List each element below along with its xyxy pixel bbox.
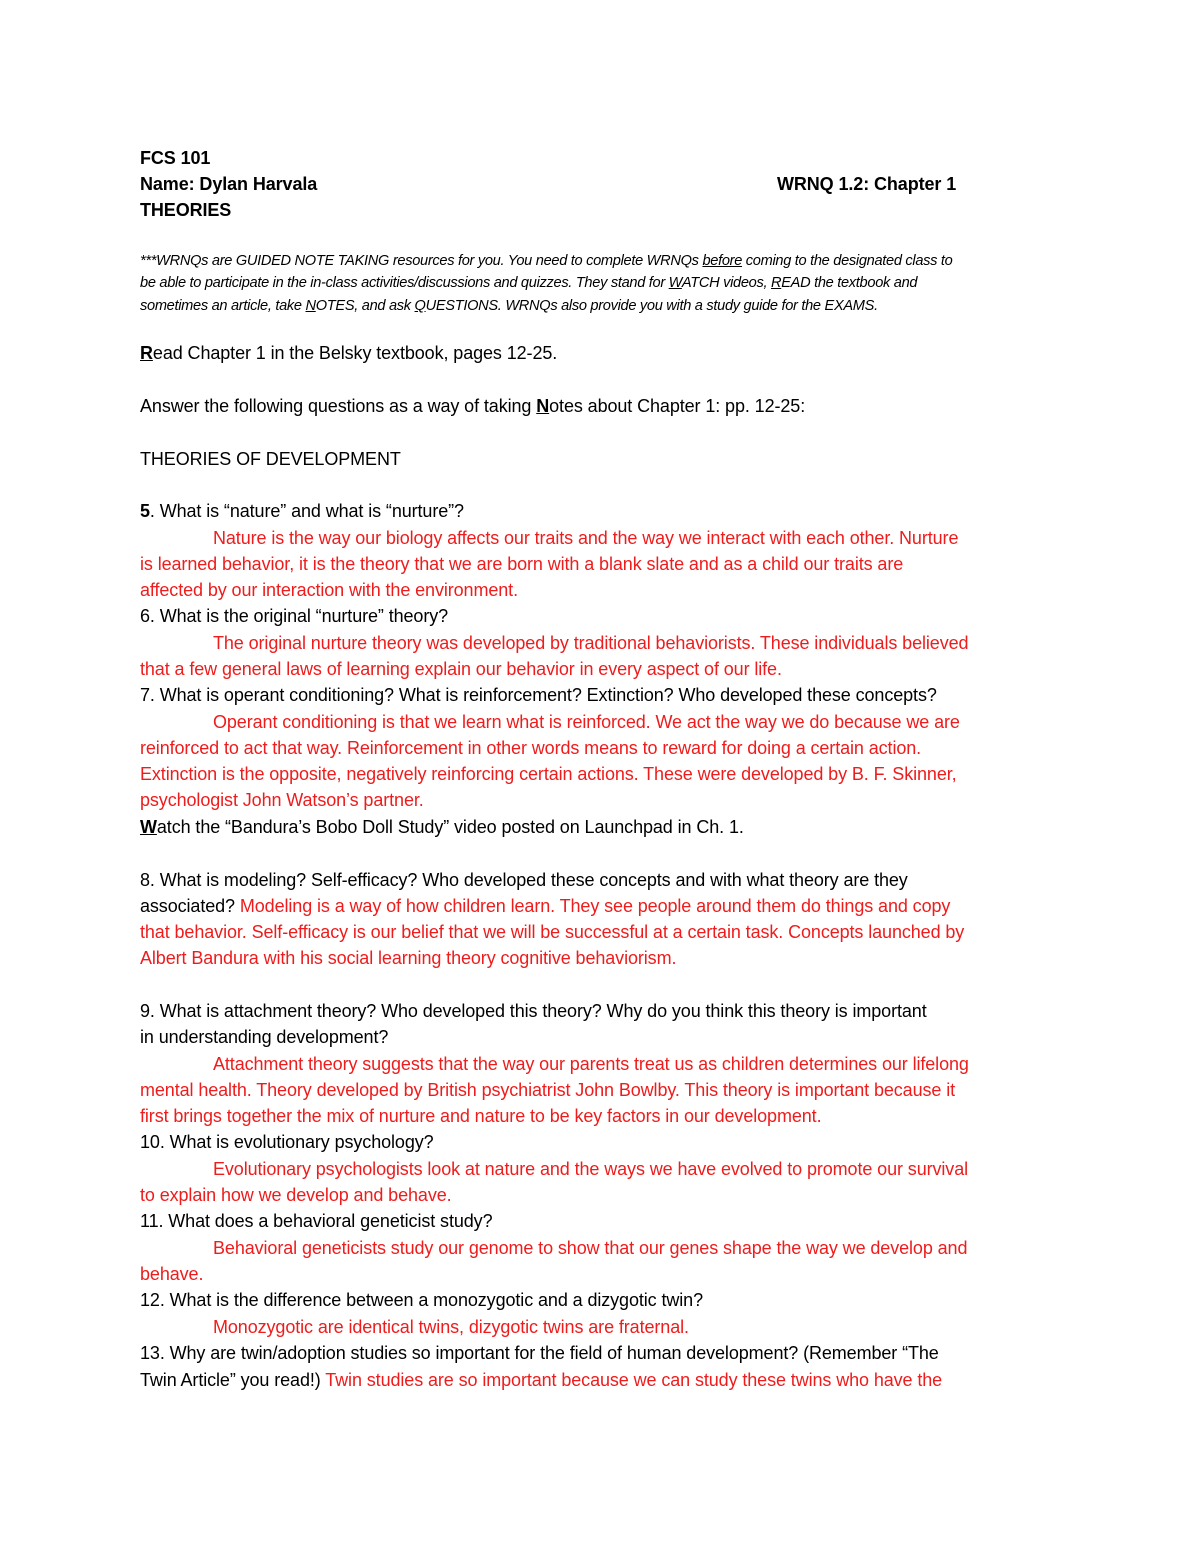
answer-text: Answer the following questions as a way of taking — [140, 396, 537, 416]
question-5 — [140, 499, 464, 523]
read-initial: R — [140, 343, 153, 363]
answer-6-line-2: that a few general laws of learning explain our behavior in every aspect of our life. — [140, 659, 782, 679]
answer-11-line-1: Behavioral geneticists study our genome to show that our genes shape the way we develop and — [213, 1238, 968, 1258]
answer-9-line-1: Attachment theory suggests that the way our parents treat us as children determines our lifelong — [213, 1054, 969, 1074]
question-13-line-2 — [140, 1368, 942, 1392]
answer-7-line-1: Operant conditioning is that we learn what is reinforced. We act the way we do because we are — [213, 712, 960, 732]
note-text: EAD the textbook and — [781, 275, 918, 291]
question-8-line-1: 8. What is modeling? Self-efficacy? Who developed these concepts and with what theory are they — [140, 870, 908, 890]
note-underlined: N — [305, 298, 316, 314]
answer-10-line-2: to explain how we develop and behave. — [140, 1185, 452, 1205]
note-text: coming to the designated class to — [742, 253, 953, 269]
question-9-line-2: in understanding development? — [140, 1027, 389, 1047]
question-text: . What is “nature” and what is “nurture”? — [149, 501, 464, 521]
note-text: UESTIONS. WRNQs also provide you with a study guide for the EXAMS. — [425, 298, 878, 314]
answer-6-line-1: The original nurture theory was developed by traditional behaviorists. These individuals believed — [213, 633, 969, 653]
note-text: OTES, and ask — [315, 298, 415, 314]
answer-text: Modeling is a way of how children learn. They see people around them do things and copy — [239, 896, 951, 916]
student-name: Name: Dylan Harvala — [140, 174, 318, 194]
answer-12: Monozygotic are identical twins, dizygotic twins are fraternal. — [213, 1317, 689, 1337]
answer-9-line-2: mental health. Theory developed by British psychiatrist John Bowlby. This theory is important because it — [140, 1080, 956, 1100]
read-instruction — [140, 341, 557, 365]
watch-initial: W — [140, 817, 157, 837]
assignment-title: WRNQ 1.2: Chapter 1 — [777, 174, 957, 194]
answer-11-line-2: behave. — [140, 1264, 204, 1284]
answer-7-line-4: psychologist John Watson’s partner. — [140, 790, 424, 810]
note-text: sometimes an article, take — [140, 298, 306, 314]
note-underlined: W — [668, 275, 682, 291]
question-13-line-1: 13. Why are twin/adoption studies so important for the field of human development? (Remember “The — [140, 1343, 939, 1363]
answer-text: Twin studies are so important because we can study these twins who have the — [325, 1370, 943, 1390]
answer-9-line-3: first brings together the mix of nurture and nature to be key factors in our development. — [140, 1106, 822, 1126]
note-underlined: before — [702, 253, 743, 269]
question-text: Twin Article” you read!) — [140, 1370, 326, 1390]
answer-5-line-3: affected by our interaction with the environment. — [140, 580, 518, 600]
intro-note-line-1 — [140, 249, 953, 273]
answer-8-line-2: Albert Bandura with his social learning theory cognitive behaviorism. — [140, 948, 677, 968]
answer-8-line-1: that behavior. Self-efficacy is our belief that we will be successful at a certain task. Concepts launched by — [140, 922, 965, 942]
header-row — [140, 172, 1040, 196]
course-code: FCS 101 — [140, 148, 211, 168]
question-text: associated? — [140, 896, 240, 916]
intro-note-line-3 — [140, 294, 878, 318]
question-6: 6. What is the original “nurture” theory? — [140, 606, 449, 626]
question-10: 10. What is evolutionary psychology? — [140, 1132, 434, 1152]
note-text: be able to participate in the in-class activities/discussions and quizzes. They stand for — [140, 275, 669, 291]
answer-7-line-2: reinforced to act that way. Reinforcement in other words means to reward for doing a certain action. — [140, 738, 922, 758]
answer-instruction — [140, 394, 805, 418]
note-underlined: Q — [414, 298, 426, 314]
answer-7-line-3: Extinction is the opposite, negatively reinforcing certain actions. These were developed by B. F. Skinner, — [140, 764, 957, 784]
answer-5-line-1: Nature is the way our biology affects our traits and the way we interact with each other. Nurture — [213, 528, 959, 548]
note-underlined: R — [770, 275, 782, 291]
answer-5-line-2: is learned behavior, it is the theory that we are born with a blank slate and as a child our traits are — [140, 554, 904, 574]
section-title: THEORIES OF DEVELOPMENT — [140, 449, 401, 469]
question-number: 5 — [140, 501, 150, 521]
question-9-line-1: 9. What is attachment theory? Who developed this theory? Why do you think this theory is important — [140, 1001, 927, 1021]
question-12: 12. What is the difference between a monozygotic and a dizygotic twin? — [140, 1290, 703, 1310]
question-7: 7. What is operant conditioning? What is reinforcement? Extinction? Who developed these concepts? — [140, 685, 937, 705]
answer-10-line-1: Evolutionary psychologists look at nature and the ways we have evolved to promote our survival — [213, 1159, 969, 1179]
answer-text: otes about Chapter 1: pp. 12-25: — [549, 396, 806, 416]
question-11: 11. What does a behavioral geneticist study? — [140, 1211, 493, 1231]
note-text: ***WRNQs are GUIDED NOTE TAKING resources for you. You need to complete WRNQs — [140, 253, 703, 269]
notes-initial: N — [536, 396, 550, 416]
section-label: THEORIES — [140, 200, 232, 220]
watch-instruction — [140, 815, 744, 839]
question-8-line-2 — [140, 894, 950, 918]
read-text: ead Chapter 1 in the Belsky textbook, pages 12-25. — [152, 343, 558, 363]
note-text: ATCH videos, — [681, 275, 771, 291]
intro-note-line-2 — [140, 271, 917, 295]
watch-text: atch the “Bandura’s Bobo Doll Study” video posted on Launchpad in Ch. 1. — [156, 817, 744, 837]
